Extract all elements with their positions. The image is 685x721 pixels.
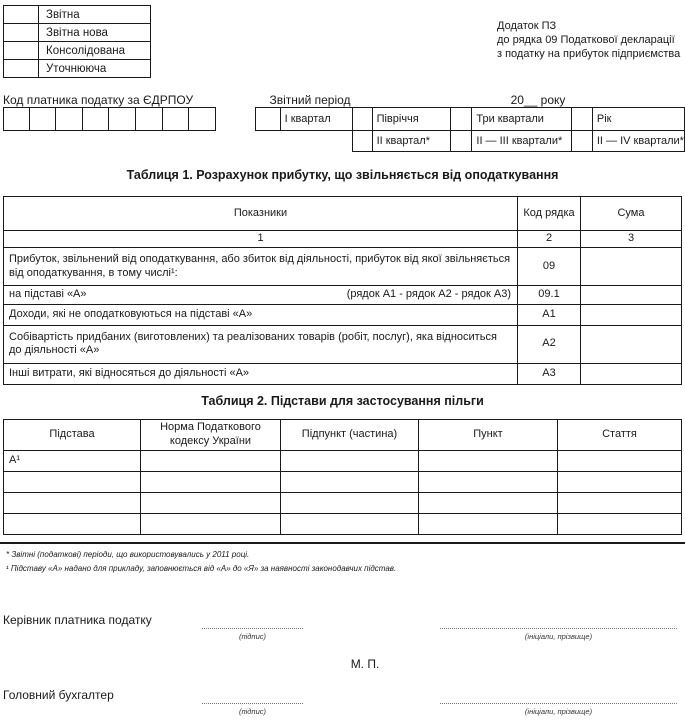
indicator-text: на підставі «А» [9,288,87,300]
period-row-2 [256,131,685,152]
edrpou-cell[interactable] [30,107,57,131]
row-code: А2 [518,325,581,363]
table1-row-09 [4,248,682,286]
edrpou-cell[interactable] [109,107,136,131]
table2-row [4,514,682,535]
table1-number-row [4,231,682,248]
report-type-label: Звітна нова [39,24,151,42]
table2-cell[interactable]: А¹ [4,451,141,472]
period-table [255,107,685,152]
table2-cell[interactable] [141,472,281,493]
table2-cell[interactable] [281,514,419,535]
table2-cell[interactable] [141,514,281,535]
table2-cell[interactable] [419,493,558,514]
signature-caption: (підпис) [239,707,266,716]
edrpou-cell[interactable] [56,107,83,131]
table2-cell[interactable] [141,493,281,514]
director-name-line[interactable] [440,615,677,629]
table1-row-a2 [4,325,682,363]
report-type-row [4,6,151,24]
period-option-label: ІІ квартал* [372,131,450,152]
accountant-label: Головний бухгалтер [3,688,114,702]
indicator-cell: Інші витрати, які відносяться до діяльності «А» [4,363,518,384]
period-option-label: ІІ — ІІІ квартали* [472,131,572,152]
table2-title: Таблиця 2. Підстави для застосування пільги [201,394,484,408]
table1-row-a1 [4,304,682,325]
table2-cell[interactable] [558,472,682,493]
column-header-pidstava: Підстава [4,420,141,451]
column-header-norma: Норма Податкового кодексу України [141,420,281,451]
appendix-note [497,19,680,61]
row-code: 09.1 [518,286,581,305]
table2-header-row [4,420,682,451]
table2-cell[interactable] [4,493,141,514]
table2-cell[interactable] [558,451,682,472]
period-option-label: Півріччя [372,108,450,131]
period-checkbox-q2[interactable] [352,131,372,152]
column-header-indicators: Показники [4,197,518,231]
signature-section [0,595,685,721]
appendix-note-line: до рядка 09 Податкової декларації [497,34,675,46]
report-type-checkbox-utochniuiucha[interactable] [4,60,39,78]
report-type-row [4,60,151,78]
table2-cell[interactable] [141,451,281,472]
indicator-cell [4,286,518,305]
period-checkbox-year[interactable] [572,108,593,131]
indicator-cell: Прибуток, звільнений від оподаткування, або збиток від діяльності, прибуток від якої звільняється від оподаткування, в тому числі¹: [4,248,518,286]
period-option-label: Рік [592,108,684,131]
report-type-row [4,24,151,42]
footnote-asterisk: * Звітні (податкові) періоди, що використовувались у 2011 році. [6,550,250,559]
edrpou-cell[interactable] [189,107,216,131]
edrpou-label: Код платника податку за ЄДРПОУ [3,93,194,107]
column-header-sum: Сума [581,197,682,231]
period-row-1 [256,108,685,131]
edrpou-cell[interactable] [3,107,30,131]
table1 [3,196,682,385]
report-type-checkbox-zvitna[interactable] [4,6,39,24]
period-option-label: ІІ — ІV квартали* [592,131,684,152]
table2-cell[interactable] [419,514,558,535]
table2-row [4,451,682,472]
sum-cell[interactable] [581,286,682,305]
director-label: Керівник платника податку [3,613,152,627]
footnote-separator [0,542,685,544]
period-option-label: Три квартали [472,108,572,131]
period-title: Звітний період [269,93,351,107]
table2-cell[interactable] [4,472,141,493]
table1-header-row [4,197,682,231]
indicator-cell: Доходи, які не оподатковуються на підставі «А» [4,304,518,325]
report-type-checkbox-konsolidovana[interactable] [4,42,39,60]
table2-row [4,472,682,493]
report-type-checkbox-zvitna-nova[interactable] [4,24,39,42]
column-header-stattia: Стаття [558,420,682,451]
edrpou-cell[interactable] [136,107,163,131]
column-header-punkt: Пункт [419,420,558,451]
row-code: 09 [518,248,581,286]
report-type-label: Консолідована [39,42,151,60]
table2-row [4,493,682,514]
row-code: А3 [518,363,581,384]
table2-cell[interactable] [419,451,558,472]
column-header-code: Код рядка [518,197,581,231]
form-header [0,0,685,162]
column-header-pidpunkt: Підпункт (частина) [281,420,419,451]
period-empty-cell [256,131,353,152]
period-checkbox-q2-q3[interactable] [451,131,472,152]
indicator-formula: (рядок А1 - рядок А2 - рядок А3) [346,288,511,300]
report-type-label: Звітна [39,6,151,24]
table2-cell[interactable] [558,514,682,535]
name-caption: (ініціали, прізвище) [524,707,593,716]
period-checkbox-half-year[interactable] [352,108,372,131]
table2-cell[interactable] [281,493,419,514]
accountant-signature-line[interactable] [202,690,303,704]
column-number: 3 [581,231,682,248]
year-label: 20__ року [510,93,566,107]
table2-cell[interactable] [4,514,141,535]
table2-cell[interactable] [558,493,682,514]
edrpou-boxes [3,107,216,131]
table2-cell[interactable] [281,472,419,493]
table2-cell[interactable] [281,451,419,472]
name-caption: (ініціали, прізвище) [524,632,593,641]
report-type-label: Уточнююча [39,60,151,78]
accountant-name-line[interactable] [440,690,677,704]
appendix-note-line: Додаток ПЗ [497,20,557,32]
sum-cell[interactable] [581,325,682,363]
edrpou-cell[interactable] [163,107,190,131]
edrpou-cell[interactable] [83,107,110,131]
period-option-label: І квартал [280,108,352,131]
appendix-note-line: з податку на прибуток підприємства [497,48,681,60]
signature-caption: (підпис) [239,632,266,641]
table1-title: Таблиця 1. Розрахунок прибутку, що звільняється від оподаткування [126,168,559,182]
table2-cell[interactable] [419,472,558,493]
table1-row-a3 [4,363,682,384]
row-code: А1 [518,304,581,325]
indicator-cell: Собівартість придбаних (виготовлених) та реалізованих товарів (робіт, послуг), яка відноситься до діяльності «А» [4,325,518,363]
period-checkbox-q2-q4[interactable] [572,131,593,152]
report-type-row [4,42,151,60]
report-type-table [3,5,151,78]
period-checkbox-three-quarters[interactable] [451,108,472,131]
sum-cell[interactable] [581,248,682,286]
table1-row-09-1 [4,286,682,305]
footnote-1: ¹ Підставу «А» надано для прикладу, заповнюється від «А» до «Я» за наявності законодавчих підстав. [6,564,397,573]
column-number: 1 [4,231,518,248]
director-signature-line[interactable] [202,615,303,629]
column-number: 2 [518,231,581,248]
sum-cell[interactable] [581,363,682,384]
table2 [3,419,682,535]
period-checkbox-q1[interactable] [256,108,281,131]
seal-label: М. П. [350,657,380,671]
sum-cell[interactable] [581,304,682,325]
footnotes [6,548,396,576]
